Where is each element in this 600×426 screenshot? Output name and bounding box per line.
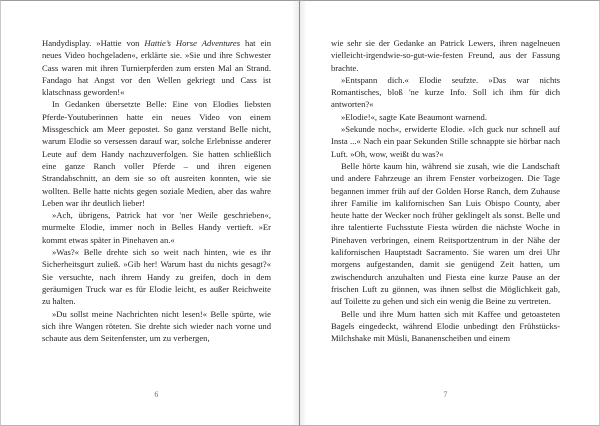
italic-title: Hattie’s Horse Adventures — [144, 38, 241, 48]
paragraph — [331, 111, 560, 123]
text-run: Belle hörte kaum hin, während sie zusah, wie die Landschaft und andere Fahrzeuge an ihrem Fenster vorbeizogen. Die Tage begannen immer früh auf der Golden Horse Ranch, dem Zuhause ihrer Familie im kalifornischen San Luis Obispo County, aber heute hatte der Wecker noch früher geklingelt als sonst. Belle und ihre talentierte Fuchsstute Fiesta würden die nächste Woche in Pinehaven verbringen, einem Reitsportzentrum in der Nähe der kalifornischen Hauptstadt Sacramento. Sie waren um drei Uhr morgens aufgestanden, damit sie genügend Zeit hatten, um zwischendurch anzuhalten und Fiesta eine kurze Pause an der frischen Luft zu gönnen, was ihnen selbst die Möglichkeit gab, auf Toilette zu gehen und sich ein wenig die Beine zu vertreten. — [331, 160, 560, 307]
book-spine — [299, 0, 300, 426]
paragraph — [42, 37, 271, 98]
text-run: »Ach, übrigens, Patrick hat vor 'ner Weile geschrieben«, murmelte Elodie, immer noch in Belles Handy vertieft. »Er kommt etwas später in Pinehaven an.« — [42, 210, 271, 245]
spine-shadow-right — [300, 0, 307, 426]
text-run: Handydisplay. »Hattie von — [42, 38, 145, 48]
page-number: 7 — [443, 390, 448, 399]
paragraph — [331, 37, 560, 74]
paragraph — [42, 209, 271, 246]
text-run: »Elodie!«, sagte Kate Beaumont warnend. — [341, 111, 487, 122]
text-run: »Du sollst meine Nachrichten nicht lesen!« Belle spürte, wie sich ihre Wangen röteten. Sie drehte sich wieder nach vorne und schaute aus dem Seitenfenster, um zu verbergen, — [42, 308, 271, 344]
paragraph — [331, 74, 560, 111]
spine-shadow-left — [292, 0, 299, 426]
text-run: Belle und ihre Mum hatten sich mit Kaffee und getoasteten Bagels eingedeckt, während Elodie unbedingt den Frühstücks-Milchshake mit Müsli, Bananenscheiben und einem — [331, 308, 560, 344]
text-run: In Gedanken übersetzte Belle: Eine von Elodies liebsten Pferde-Youtuberinnen hatte ein neues Video von einem Missgeschick am Meer gepostet. So ganz verstand Belle nicht, warum Elodie so versessen darauf war, solche Erlebnisse anderer Leute auf dem Handy nachzuverfolgen. Sie hatten schließlich eine ganze Ranch voller Pferde – und ihren eigenen Strandabschnitt, an dem sie so oft ausreiten konnten, wie sie wollten. Belle hatte nichts gegen soziale Medien, aber das wahre Leben war ihr deutlich lieber! — [42, 99, 271, 208]
text-run: »Entspann dich.« Elodie seufzte. »Das war nichts Romantisches, bloß 'ne kurze Info. Soll ich ihm für dich antworten?« — [331, 74, 560, 110]
right-page — [300, 0, 600, 426]
text-run: wie sehr sie der Gedanke an Patrick Lewers, ihren nagelneuen vielleicht-irgendwie-so-gut-wie-festen Freund, aus der Fassung brachte. — [331, 38, 560, 73]
paragraph — [331, 308, 560, 345]
paragraph — [42, 98, 271, 209]
text-run: »Sekunde noch«, erwiderte Elodie. »Ich guck nur schnell auf Insta ...« Nach ein paar Sekunden Stille schnappte sie hörbar nach Luft. »Oh, wow, weißt du was?« — [331, 124, 560, 159]
paragraph — [331, 160, 560, 308]
paragraph — [42, 246, 271, 307]
paragraph — [331, 123, 560, 160]
text-run: »Was?« Belle drehte sich so weit nach hinten, wie es ihr Sicherheitsgurt zuließ. »Gib her! Warum hast du nichts gesagt?« Sie versuchte, nach ihrem Handy zu greifen, doch in dem geräumigen Truck war es für Elodie leicht, es außer Reichweite zu halten. — [42, 247, 271, 307]
paragraph — [42, 308, 271, 345]
text-run: hat ein neues Video hochgeladen«, erklärte sie. »Sie und ihre Schwester Cass waren mit ihren Turnierpferden zum ersten Mal an Strand. Fandago hat Angst vor den Wellen gekriegt und Cass ist klatschnass geworden!« — [42, 38, 271, 98]
right-page-text-column — [331, 37, 560, 367]
page-number: 6 — [154, 390, 159, 399]
left-page-text-column — [42, 37, 271, 367]
